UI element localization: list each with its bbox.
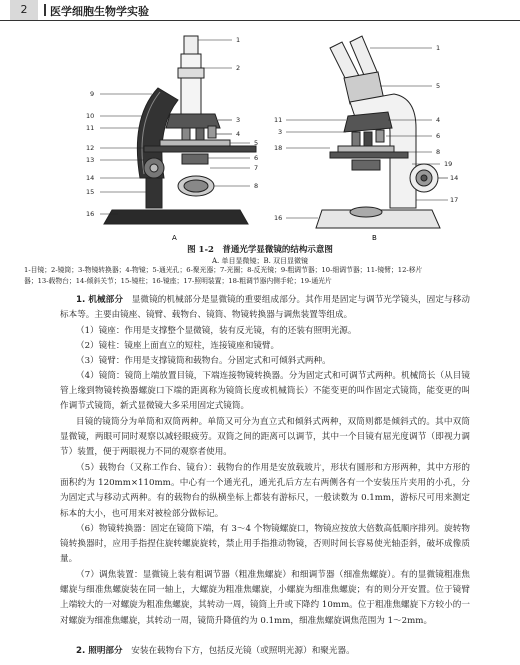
callout-b-r4: 6 — [436, 132, 441, 140]
figure-legend-line2: 器；13-载物台；14-倾斜关节；15-镜柱；16-镜座；17-照明装置；18-粗调节器内侧手轮；19-通光片 — [24, 277, 332, 285]
callout-a-r8: 8 — [254, 182, 259, 190]
callout-b-r3: 4 — [436, 116, 441, 124]
callout-a-r4: 4 — [236, 130, 241, 138]
callout-a-l15: 15 — [86, 188, 95, 196]
callout-b-r6: 19 — [444, 160, 453, 168]
section-mechanical — [60, 293, 470, 323]
paragraph-focus: （7）调焦装置：显微镜上装有粗调节器（粗准焦螺旋）和细调节器（细准焦螺旋）。有的显微镜粗准焦螺旋与细准焦螺旋装在同一轴上，大螺旋为粗准焦螺旋，小螺旋为细准焦螺旋；有的则分开安置。位于镜臂上端较大的一对螺旋为粗准焦螺旋，其转动一周，镜筒上升或下降约 10mm。位于粗准焦螺旋下方较小的一对螺旋为细准焦螺旋，其转动一周，镜筒升降值约为 0.1mm，细准焦螺旋调焦范围为 1～2mm。 — [60, 570, 470, 626]
paragraph-tube: （4）镜筒：镜筒上端放置目镜，下端连接物镜转换器。分为固定式和可调节式两种。机械筒长（从目镜管上缘到物镜转换器螺旋口下端的距离称为镜筒长度或机械筒长）不能变更的叫作固定式镜筒，能变更的叫作调节式镜筒，新式显微镜大多采用固定式镜筒。 — [60, 371, 470, 412]
callout-a-r1: 1 — [236, 36, 241, 44]
paragraph-arm: （3）镜臂：作用是支撑镜筒和载物台。分固定式和可倾斜式两种。 — [76, 356, 331, 366]
section-illumination — [60, 644, 470, 659]
callout-a-l14: 14 — [86, 174, 95, 182]
callout-a-r7: 7 — [254, 164, 259, 172]
figure-subcaption: A. 单目显微镜；B. 双目显微镜 — [211, 257, 309, 265]
callout-b-r7: 14 — [450, 174, 459, 182]
binocular-microscope — [286, 36, 448, 228]
microscope-figure — [60, 28, 460, 246]
callout-b-l3: 18 — [274, 144, 283, 152]
paragraph-text: 显微镜的机械部分是显微镜的重要组成部分。其作用是固定与调节光学镜头，固定与移动标本等。主要由镜座、镜臂、载物台、镜筒、物镜转换器与调焦装置等组成。 — [60, 295, 470, 321]
microscope-illustration — [60, 28, 460, 246]
book-title: 医学细胞生物学实验 — [50, 5, 149, 18]
paragraph-eyepiece-tube: 目镜的镜筒分为单筒和双筒两种。单筒又可分为直立式和倾斜式两种，双筒则都是倾斜式的。其中双筒显微镜，两眼可同时观察以减轻眼疲劳。双筒之间的距离可以调节，其中一个目镜有屈光度调节（即视力调节）装置，便于两眼视力不同的观察者使用。 — [60, 417, 470, 458]
paragraph-text: 安装在载物台下方，包括反光镜（或照明光源）和聚光器。 — [131, 646, 355, 656]
page-number: 2 — [20, 3, 28, 16]
callout-a-r2: 2 — [236, 64, 241, 72]
paragraph-pillar: （2）镜柱：镜座上面直立的短柱，连接镜座和镜臂。 — [76, 341, 280, 351]
callout-a-l16: 16 — [86, 210, 95, 218]
callout-b-r2: 5 — [436, 82, 441, 90]
figure-caption: 图 1-2 普通光学显微镜的结构示意图 — [187, 245, 333, 255]
callout-b-r8: 17 — [450, 196, 459, 204]
callout-a-r6: 6 — [254, 154, 259, 162]
callout-a-l10: 10 — [86, 112, 95, 120]
callout-a-l12: 12 — [86, 144, 95, 152]
figure-label-b: B — [372, 234, 377, 242]
page-header — [0, 0, 520, 21]
callout-b-r1: 1 — [436, 44, 441, 52]
callout-a-r3: 3 — [236, 116, 241, 124]
paragraph-base: （1）镜座：作用是支撑整个显微镜，装有反光镜，有的还装有照明光源。 — [76, 326, 357, 336]
paragraph-nosepiece: （6）物镜转换器：固定在镜筒下端，有 3～4 个物镜螺旋口，物镜应按放大倍数高低顺序排列。旋转物镜转换器时，应用手指捏住旋转螺旋旋转，禁止用手指推动物镜，否则时间长容易使光轴歪斜，破坏成像质量。 — [60, 524, 470, 565]
header-separator — [44, 4, 46, 16]
monocular-microscope — [100, 36, 259, 224]
callout-b-l4: 16 — [274, 214, 283, 222]
callout-a-l13: 13 — [86, 156, 95, 164]
callout-b-r5: 8 — [436, 148, 441, 156]
callout-b-l2: 3 — [278, 128, 283, 136]
paragraph-stage: （5）载物台（又称工作台、镜台）：载物台的作用是安放载玻片，形状有圆形和方形两种，其中方形的面积约为 120mm×110mm。中心有一个通光孔，通光孔后方左右两侧各有一个安装压片夹用的小孔，分为固定式与移动式两种。有的载物台的纵横坐标上都装有游标尺，一般读数为 0.1mm，游标尺可用来测定标本的大小，也可用来对被检部分做标记。 — [60, 463, 470, 519]
figure-label-a: A — [172, 234, 177, 242]
callout-a-l9: 9 — [90, 90, 95, 98]
callout-a-r5: 5 — [254, 139, 259, 147]
figure-legend-line1: 1-目镜；2-镜筒；3-物镜转换器；4-物镜；5-通光孔；6-聚光器；7-光圈；8-反光镜；9-粗调节器；10-细调节器；11-镜臂；12-移片 — [24, 266, 423, 274]
section-heading: 2. 照明部分 — [76, 646, 123, 656]
section-heading: 1. 机械部分 — [76, 295, 124, 305]
callout-a-l11: 11 — [86, 124, 95, 132]
callout-b-l1: 11 — [274, 116, 283, 124]
